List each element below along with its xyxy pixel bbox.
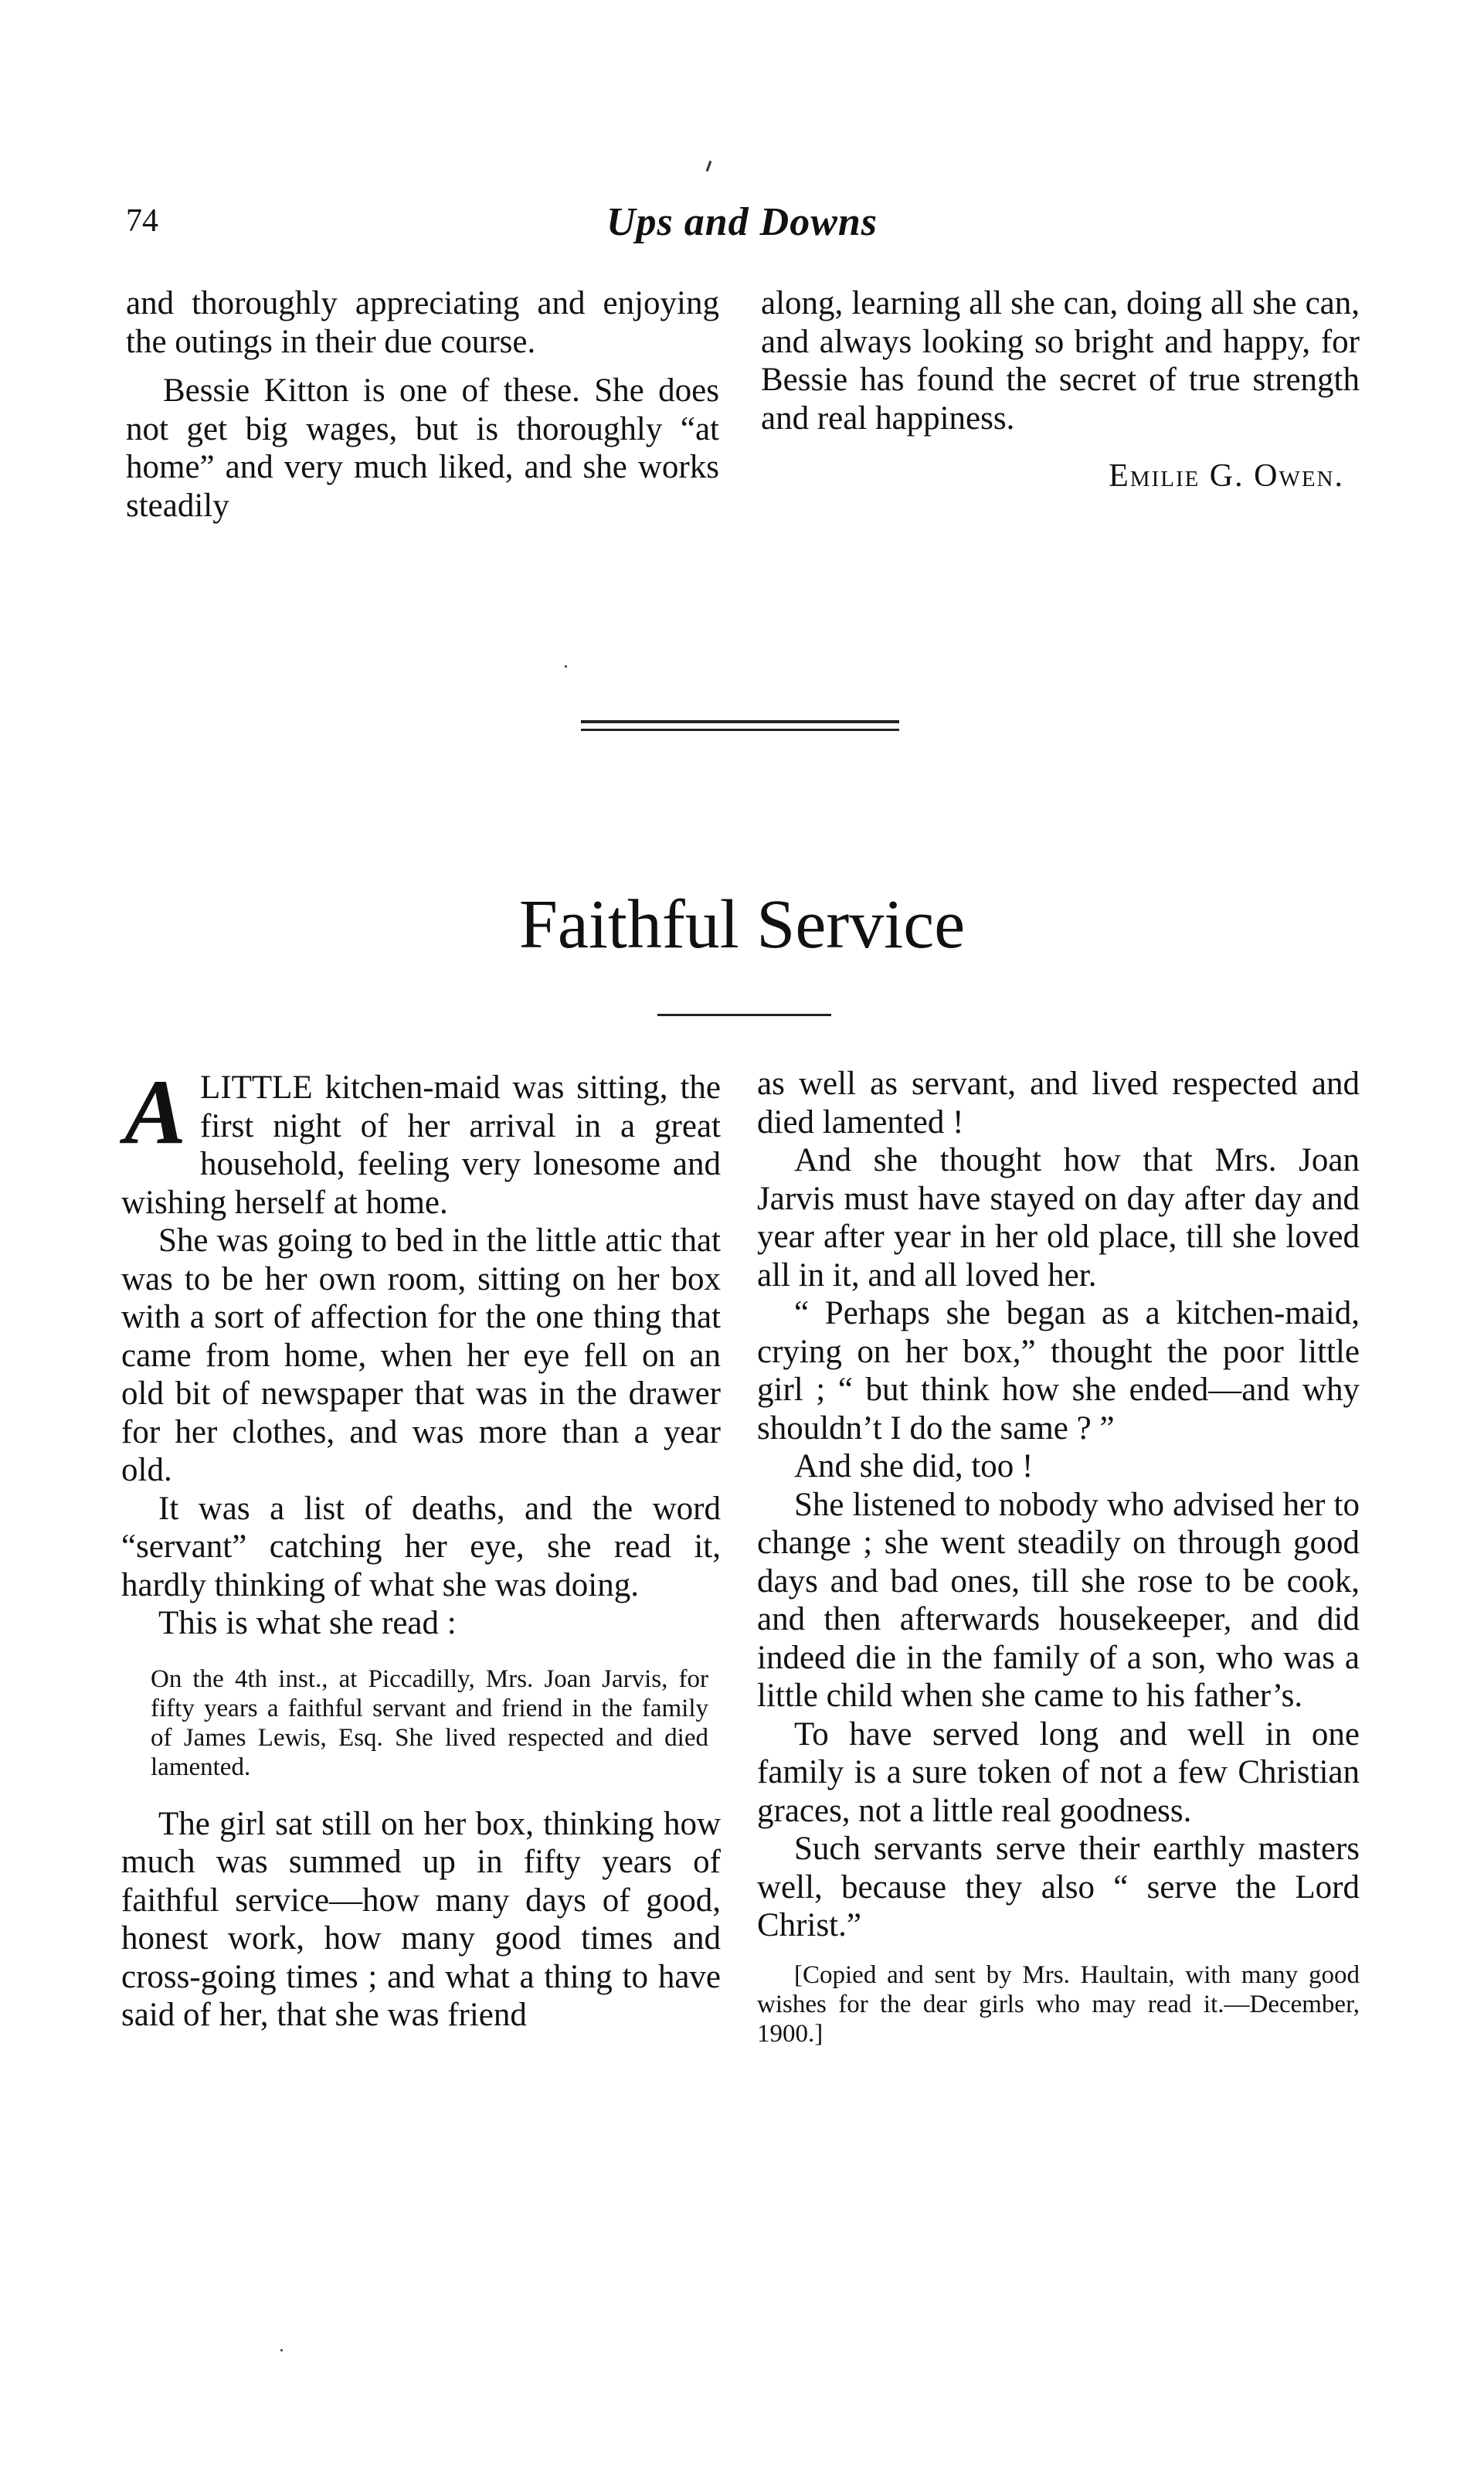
paragraph: The girl sat still on her box, thinking how much was summed up in fifty years of faithful service—how many days of good, honest work, how many good times and cross-going times ; and what a thing to have said of her, that she was friend <box>121 1805 721 2033</box>
paragraph: Bessie Kitton is one of these. She does not get big wages, but is thoroughly “at home” and very much liked, and she works steadily <box>126 372 719 524</box>
article-column-left <box>121 1060 721 2035</box>
title-rule <box>657 1014 831 1016</box>
opening-text: LITTLE kitchen-maid was sitting, the first night of her arrival in a great household, feeling very lonesome and wishing herself at home. <box>121 1069 721 1221</box>
signature: Emilie G. Owen. <box>1109 458 1344 494</box>
paragraph: It was a list of deaths, and the word “servant” catching her eye, she read it, hardly thinking of what she was doing. <box>121 1490 721 1603</box>
paragraph: Such servants serve their earthly masters well, because they also “ serve the Lord Christ.” <box>757 1831 1360 1943</box>
speck <box>280 2349 283 2351</box>
section-divider <box>581 729 899 731</box>
paragraph: along, learning all she can, doing all she can, and always looking so bright and happy, for Bessie has found the secret of true strength and real happiness. <box>761 285 1360 437</box>
prev-article-column-left <box>126 284 719 525</box>
drop-cap: A <box>124 1060 187 1163</box>
paragraph: To have served long and well in one family is a sure token of not a few Christian graces, not a little real goodness. <box>757 1715 1360 1829</box>
paragraph: “ Perhaps she began as a kitchen-maid, crying on her box,” thought the poor little girl ; “ but think how she ended—and why shouldn’t I do the same ? ” <box>757 1295 1360 1447</box>
opening-paragraph <box>121 1060 721 1222</box>
paragraph: And she thought how that Mrs. Joan Jarvis must have stayed on day after day and year after year in her old place, till she loved all in it, and all loved her. <box>757 1142 1360 1294</box>
section-divider <box>581 720 899 723</box>
paragraph: This is what she read : <box>158 1605 457 1641</box>
paragraph: as well as servant, and lived respected and died lamented ! <box>757 1066 1360 1141</box>
paragraph: And she did, too ! <box>794 1448 1034 1484</box>
closing-note: [Copied and sent by Mrs. Haultain, with many good wishes for the dear girls who may read it.—December, 1900.] <box>757 1960 1360 2048</box>
article-column-right <box>757 1065 1360 2048</box>
speck <box>565 665 567 668</box>
paragraph: and thoroughly appreciating and enjoying the outings in their due course. <box>126 285 719 360</box>
paragraph: She was going to bed in the little attic that was to be her own room, sitting on her box with a sort of affection for the one thing that came from home, when her eye fell on an old bit of newspaper that was in the drawer for her clothes, and was more than a year old. <box>121 1222 721 1488</box>
running-title: Ups and Downs <box>606 200 878 244</box>
death-notice: On the 4th inst., at Piccadilly, Mrs. Joan Jarvis, for fifty years a faithful servant and friend in the family of James Lewis, Esq. She lived respected and died lamented. <box>151 1664 708 1781</box>
stray-mark <box>706 161 712 172</box>
paragraph: She listened to nobody who advised her to change ; she went steadily on through good days and bad ones, till she rose to be cook, and then afterwards housekeeper, and did indeed die in the family of a son, who was a little child when she came to his father’s. <box>757 1486 1360 1714</box>
prev-article-column-right <box>761 284 1360 496</box>
article-title: Faithful Service <box>518 886 966 963</box>
page-number: 74 <box>126 203 158 239</box>
